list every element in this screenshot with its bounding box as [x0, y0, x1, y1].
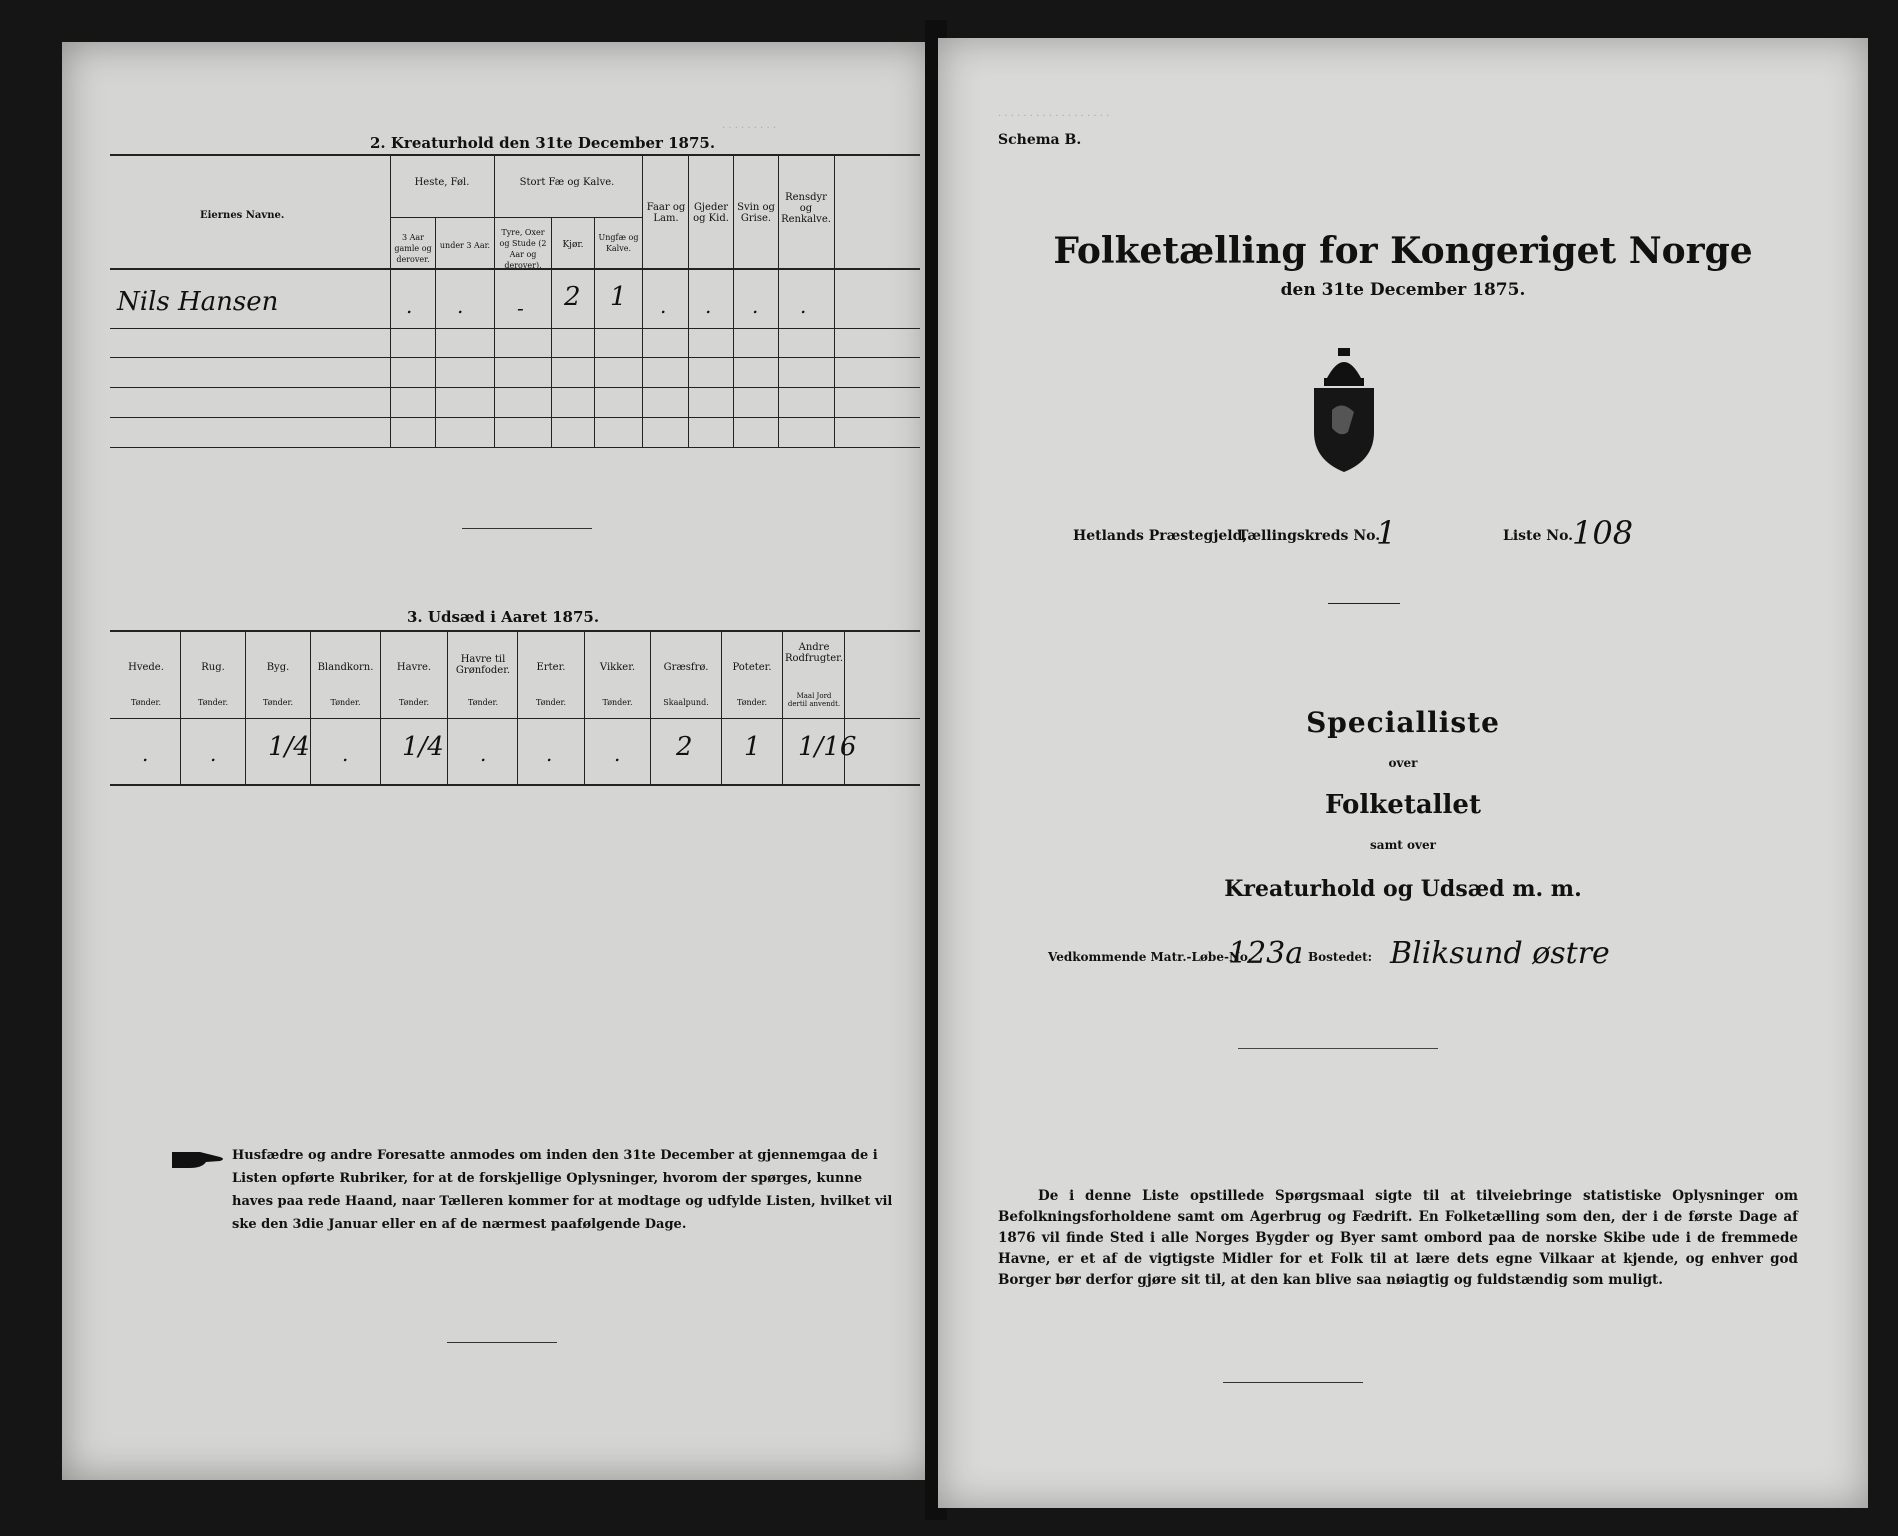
- rule: [650, 630, 651, 784]
- rule: [110, 417, 920, 418]
- col-ungfae: Ungfæ og Kalve.: [598, 233, 639, 253]
- unit-vikker: Tønder.: [602, 698, 633, 707]
- matr-label: Vedkommende Matr.-Løbe-No.: [1048, 950, 1252, 964]
- section2-title: 2. Kreaturhold den 31te December 1875.: [370, 134, 716, 152]
- col-owner-name: Eiernes Navne.: [200, 210, 285, 221]
- val-hvede: .: [142, 742, 149, 766]
- left-page: [62, 42, 932, 1480]
- rule: [390, 217, 494, 218]
- kreds-label: Tællingskreds No.: [1238, 528, 1381, 544]
- rule: [551, 217, 552, 447]
- rule: [245, 630, 246, 784]
- divider: [462, 528, 592, 529]
- col-faar: Faar og Lam.: [646, 202, 686, 224]
- rule: [584, 630, 585, 784]
- val-havre-gronfoder: .: [480, 742, 487, 766]
- rule: [110, 447, 920, 448]
- cell-heste-old: .: [406, 294, 413, 318]
- hdr-graesfro: Græsfrø.: [663, 662, 709, 673]
- cell-gjeder: .: [705, 294, 712, 318]
- unit-havre: Tønder.: [398, 698, 430, 707]
- val-vikker: .: [614, 742, 621, 766]
- unit-rug: Tønder.: [197, 698, 229, 707]
- cell-ungfae: 1: [610, 282, 627, 312]
- coat-of-arms-icon: [1304, 348, 1384, 474]
- unit-erter: Tønder.: [535, 698, 567, 707]
- rule: [110, 387, 920, 388]
- col-heste-young: under 3 Aar.: [439, 241, 491, 250]
- hdr-poteter: Poteter.: [732, 662, 772, 673]
- unit-hvede: Tønder.: [130, 698, 162, 707]
- val-byg: 1/4: [268, 732, 310, 762]
- rule: [517, 630, 518, 784]
- divider: [447, 1342, 557, 1343]
- val-havre: 1/4: [402, 732, 444, 762]
- section3-title: 3. Udsæd i Aaret 1875.: [407, 608, 600, 626]
- val-erter: .: [546, 742, 553, 766]
- pointing-hand-icon: [170, 1148, 230, 1170]
- val-blandkorn: .: [342, 742, 349, 766]
- divider: [1328, 603, 1400, 604]
- main-title: Folketælling for Kongeriget Norge: [1053, 230, 1753, 272]
- divider: [1238, 1048, 1438, 1049]
- unit-andre: Maal Jord dertil anvendt.: [787, 692, 841, 708]
- rule: [110, 154, 920, 156]
- rule: [390, 154, 391, 447]
- rule: [110, 328, 920, 329]
- owner-name: Nils Hansen: [117, 287, 279, 317]
- rule: [782, 630, 783, 784]
- matr-value: 123a: [1228, 936, 1304, 971]
- bleed-through-text: . . . . . . . . . . . . . . . . . .: [998, 108, 1110, 119]
- col-gjeder: Gjeder og Kid.: [693, 202, 729, 224]
- rule: [721, 630, 722, 784]
- schema-label: Schema B.: [998, 132, 1082, 148]
- val-poteter: 1: [744, 732, 761, 762]
- rule: [778, 154, 779, 447]
- hdr-vikker: Vikker.: [599, 662, 636, 673]
- census-date: den 31te December 1875.: [1280, 280, 1526, 300]
- rule: [110, 357, 920, 358]
- notice-text: Husfædre og andre Foresatte anmodes om inden den 31te December at gjennemgaa de i Listen opførte Rubriker, for at de forskjellige Oplysninger, hvorom der spørges, kunne haves paa rede Haand, naar Tælleren kommer for at modtage og udfylde Listen, hvilket vil ske den 3die Januar eller en af de nærmest paafølgende Dage.: [232, 1148, 893, 1232]
- col-rensdyr: Rensdyr og Renkalve.: [781, 192, 831, 225]
- kreds-number: 1: [1376, 514, 1397, 552]
- hdr-havre: Havre.: [396, 662, 432, 673]
- prestegjeld-label: Hetlands Præstegjeld,: [1073, 528, 1248, 544]
- rule: [110, 784, 920, 786]
- cell-heste-young: .: [457, 294, 464, 318]
- samt-over-text: samt over: [1370, 838, 1436, 852]
- cell-faar: .: [660, 294, 667, 318]
- rule: [594, 217, 595, 447]
- hdr-rug: Rug.: [201, 662, 225, 673]
- rule: [733, 154, 734, 447]
- rule: [688, 154, 689, 447]
- rule: [494, 154, 495, 447]
- hdr-andre-rodfrugter: Andre Rodfrugter.: [784, 642, 844, 664]
- unit-graesfro: Skaalpund.: [663, 698, 709, 707]
- hdr-hvede: Hvede.: [128, 662, 164, 673]
- intro-paragraph: De i denne Liste opstillede Spørgsmaal sigte til at tilveiebringe statistiske Oplysninger om Befolkningsforholdene samt om Agerbrug og Fædrift. En Folketælling som den, der i de første Dage af 1876 vil finde Sted i alle Norges Bygder og Byer samt ombord paa de norske Skibe ude i de fremmede Havne, er et af de vigtigste Midler for et Folk til at lære dets egne Vilkaar at kjende, og enhver god Borger bør derfor gjøre sit til, at den kan blive saa nøiagtig og fuldstændig som muligt.: [998, 1188, 1798, 1288]
- col-svin: Svin og Grise.: [737, 202, 775, 224]
- hdr-erter: Erter.: [536, 662, 566, 673]
- val-graesfro: 2: [676, 732, 693, 762]
- rule: [110, 630, 920, 632]
- rule: [494, 217, 642, 218]
- col-heste-old: 3 Aar gamle og derover.: [394, 233, 432, 264]
- cell-rensdyr: .: [800, 294, 807, 318]
- col-kjor: Kjør.: [562, 240, 584, 250]
- unit-havre-gronfoder: Tønder.: [467, 698, 499, 707]
- kreaturhold-heading: Kreaturhold og Udsæd m. m.: [1224, 876, 1582, 902]
- col-stort-fae: Stort Fæ og Kalve.: [519, 177, 615, 188]
- hdr-blandkorn: Blandkorn.: [317, 662, 374, 673]
- hdr-byg: Byg.: [266, 662, 290, 673]
- bosted-value: Bliksund østre: [1390, 936, 1610, 971]
- rule: [435, 217, 436, 447]
- specialliste-heading: Specialliste: [1306, 706, 1500, 739]
- unit-byg: Tønder.: [262, 698, 294, 707]
- rule: [110, 718, 920, 719]
- col-heste: Heste, Føl.: [414, 177, 470, 188]
- rule: [642, 154, 643, 447]
- rule: [380, 630, 381, 784]
- divider: [1223, 1382, 1363, 1383]
- unit-blandkorn: Tønder.: [330, 698, 361, 707]
- cell-kjor: 2: [564, 282, 581, 312]
- liste-number: 108: [1572, 514, 1634, 552]
- hdr-havre-gronfoder: Havre til Grønfoder.: [455, 654, 511, 676]
- unit-poteter: Tønder.: [736, 698, 768, 707]
- val-andre: 1/16: [798, 732, 857, 762]
- rule: [310, 630, 311, 784]
- bleed-through-text: . . . . . . . . .: [722, 120, 777, 131]
- liste-label: Liste No.: [1503, 528, 1574, 544]
- rule: [180, 630, 181, 784]
- col-tyre: Tyre, Oxer og Stude (2 Aar og derover).: [499, 228, 547, 270]
- rule: [447, 630, 448, 784]
- over-text: over: [1388, 756, 1418, 770]
- cell-svin: .: [752, 294, 759, 318]
- bosted-label: Bostedet:: [1308, 950, 1373, 964]
- right-page: [938, 38, 1868, 1508]
- folketallet-heading: Folketallet: [1325, 790, 1481, 820]
- val-rug: .: [210, 742, 217, 766]
- cell-tyre: -: [517, 296, 524, 320]
- rule: [834, 154, 835, 447]
